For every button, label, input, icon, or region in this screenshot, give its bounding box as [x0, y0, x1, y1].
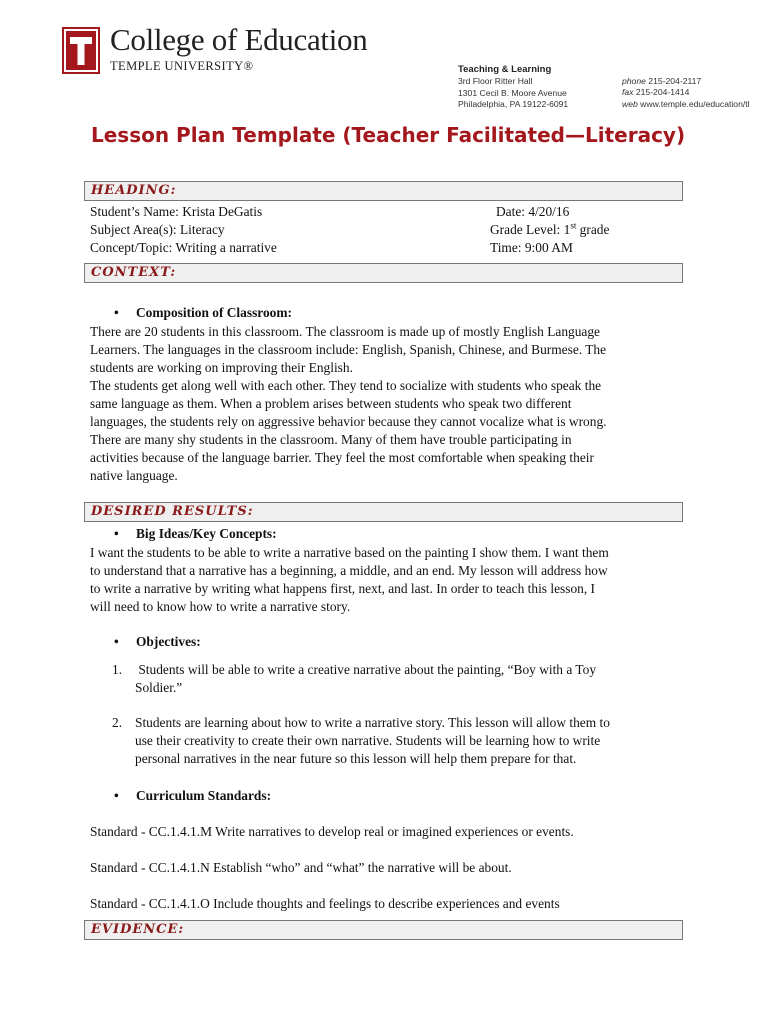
college-brand: [110, 22, 367, 73]
grade-level-text: Grade Level: 1: [490, 222, 571, 237]
section-label: DESIRED RESULTS:: [91, 504, 254, 519]
phone-label: phone: [622, 76, 646, 86]
text-line: native language.: [90, 468, 178, 483]
text-line: to write a narrative by writing what happens first, next, and last. In order to teach this lesson, I: [90, 581, 595, 596]
lesson-time: Time: 9:00 AM: [490, 240, 573, 255]
fax-label: fax: [622, 87, 634, 98]
bullet-icon: •: [114, 526, 119, 541]
big-ideas-paragraph: [90, 544, 690, 616]
bullet-icon: •: [114, 788, 119, 803]
concept-topic: Concept/Topic: Writing a narrative: [90, 240, 277, 255]
text-line: Students will be able to write a creative narrative about the painting, “Boy with a Toy: [135, 662, 597, 677]
standard-item: Standard - CC.1.4.1.N Establish “who” and “what” the narrative will be about.: [90, 860, 512, 875]
text-line: will need to know how to write a narrative story.: [90, 599, 351, 614]
section-bar-context: [84, 263, 683, 283]
contact-info: [622, 76, 750, 110]
university-name: TEMPLE UNIVERSITY®: [110, 59, 254, 73]
text-line: The students get along well with each other. They tend to socialize with students who speak the: [90, 378, 602, 393]
section-label: CONTEXT:: [91, 265, 177, 280]
section-bar-desired-results: [84, 502, 683, 522]
objective-number: 1.: [112, 662, 123, 677]
text-line: use their creativity to create their own narrative. Students will be learning how to write: [135, 733, 601, 748]
text-line: same language as them. When a problem arises between students who speak two different: [90, 396, 572, 411]
bullet-curriculum-standards: [116, 787, 271, 805]
text-line: languages, the students rely on aggressive behavior because they cannot vocalize what is wrong.: [90, 414, 607, 429]
section-label: EVIDENCE:: [91, 922, 185, 937]
text-line: Soldier.”: [135, 680, 183, 695]
text-line: activities because of the language barrier. They feel the most comfortable when speaking their: [90, 450, 594, 465]
document-title: Lesson Plan Template (Teacher Facilitated—Literacy): [91, 123, 686, 147]
bullet-label: Composition of Classroom:: [136, 305, 292, 320]
text-line: There are 20 students in this classroom. The classroom is made up of mostly English Language: [90, 324, 600, 339]
phone-number: 215-204-2117: [648, 76, 702, 86]
section-bar-evidence: [84, 920, 683, 940]
temple-t-logo-icon: [62, 27, 100, 74]
section-label: HEADING:: [91, 183, 177, 198]
web-label: web: [622, 98, 638, 109]
grade-level-ordinal: st: [570, 220, 577, 231]
text-line: Students are learning about how to write a narrative story. This lesson will allow them to: [135, 715, 610, 730]
department-name: Teaching & Learning: [458, 64, 552, 75]
bullet-icon: •: [114, 634, 119, 649]
bullet-label: Objectives:: [136, 634, 201, 649]
text-line: Learners. The languages in the classroom include: English, Spanish, Chinese, and Burmese. The: [90, 342, 607, 357]
address-line: Philadelphia, PA 19122-6091: [458, 98, 569, 109]
grade-level-suffix: grade: [576, 222, 610, 237]
lesson-date: Date: 4/20/16: [496, 204, 570, 219]
phone-line: [622, 76, 750, 87]
text-line: I want the students to be able to write a narrative based on the painting I show them. I want them: [90, 545, 609, 560]
web-line: [622, 99, 750, 110]
standard-item: Standard - CC.1.4.1.O Include thoughts and feelings to describe experiences and events: [90, 896, 560, 911]
bullet-label: Big Ideas/Key Concepts:: [136, 526, 277, 541]
text-line: There are many shy students in the classroom. Many of them have trouble participating in: [90, 432, 572, 447]
institution-name: College of Education: [110, 22, 368, 57]
standard-item: Standard - CC.1.4.1.M Write narratives to develop real or imagined experiences or events.: [90, 824, 574, 839]
text-line: personal narratives in the near future so this lesson will help them prepare for that.: [135, 751, 577, 766]
bullet-composition: [116, 304, 292, 322]
grade-level: [490, 221, 609, 239]
context-paragraph: [90, 323, 690, 485]
web-address: www.temple.edu/education/tl: [640, 98, 750, 109]
fax-line: [622, 87, 750, 98]
bullet-big-ideas: [116, 525, 277, 543]
address-line: 1301 Cecil B. Moore Avenue: [458, 87, 567, 98]
bullet-objectives: [116, 633, 201, 651]
address-line: 3rd Floor Ritter Hall: [458, 76, 533, 87]
department-address: [458, 64, 568, 110]
objective-item: [112, 714, 672, 768]
text-line: to understand that a narrative has a beginning, a middle, and an end. My lesson will address how: [90, 563, 608, 578]
subject-area: Subject Area(s): Literacy: [90, 222, 225, 237]
objective-number: 2.: [112, 715, 123, 730]
section-bar-heading: [84, 181, 683, 201]
student-name: Student’s Name: Krista DeGatis: [90, 204, 263, 219]
text-line: students are working on improving their English.: [90, 360, 353, 375]
bullet-label: Curriculum Standards:: [136, 788, 272, 803]
bullet-icon: •: [114, 305, 119, 320]
fax-number: 215-204-1414: [635, 87, 690, 98]
objective-item: [112, 661, 672, 697]
